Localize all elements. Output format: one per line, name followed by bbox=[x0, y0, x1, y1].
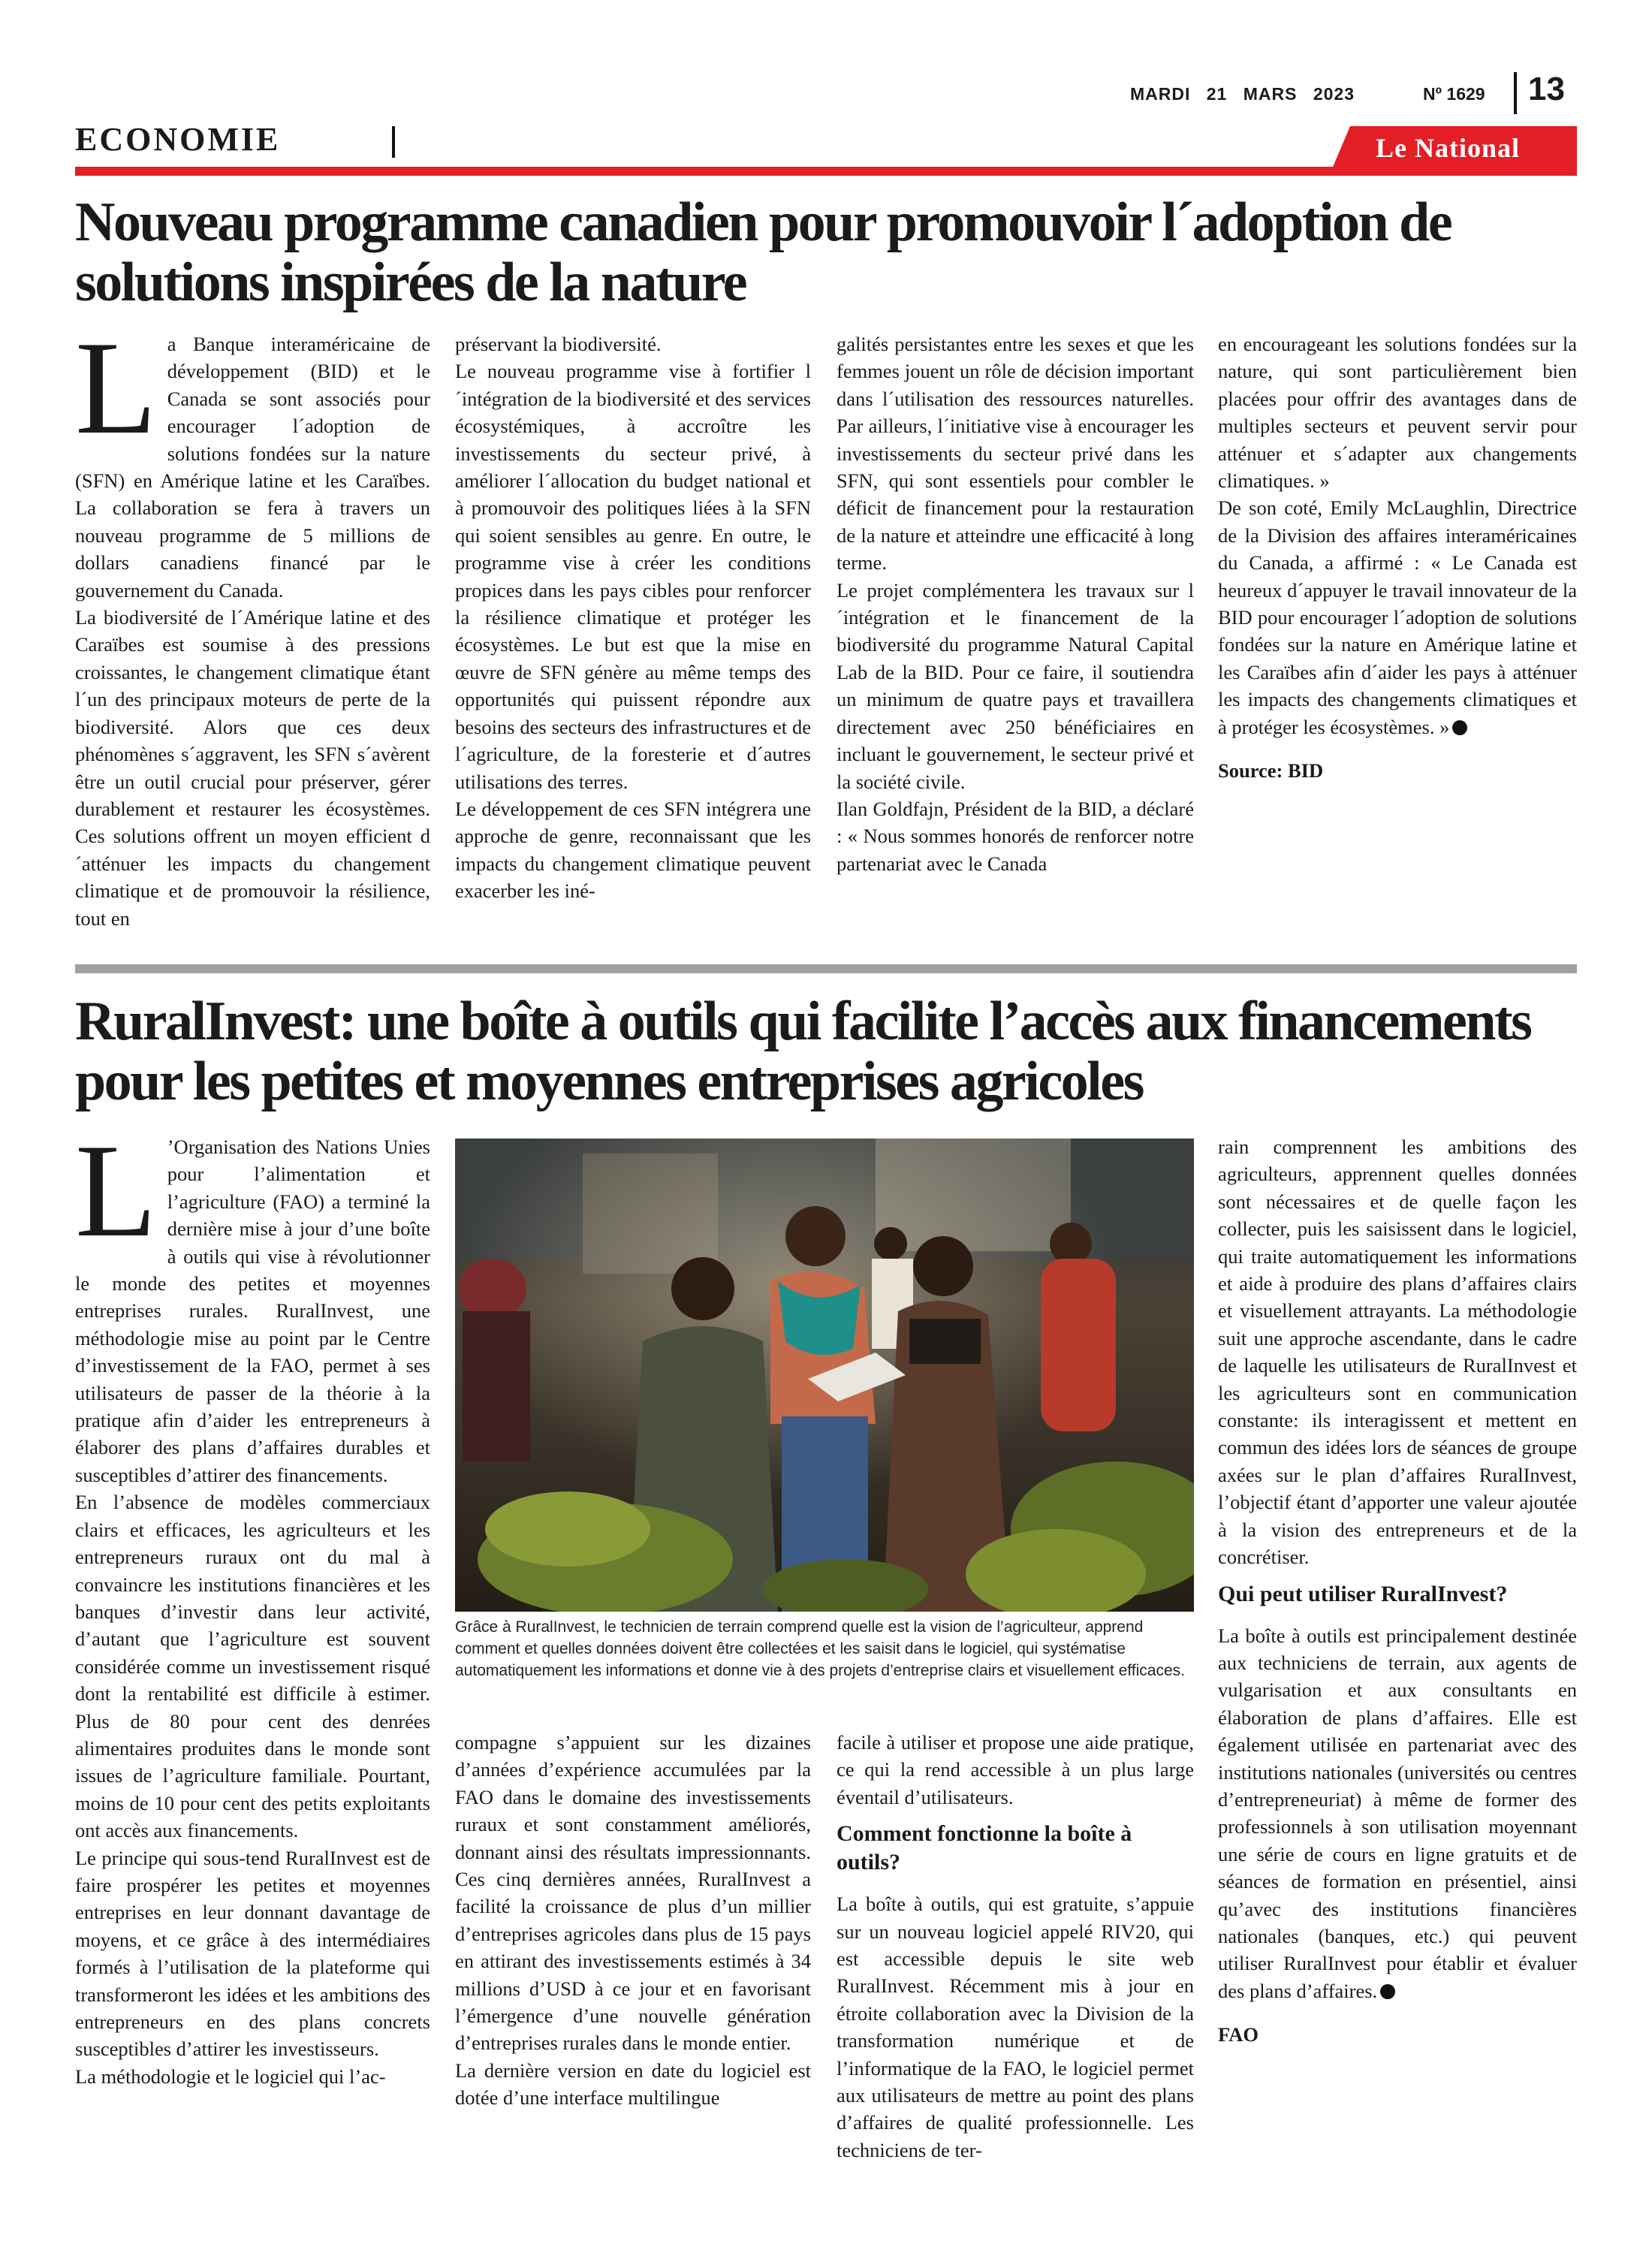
paragraph: compagne s’appuient sur les dizaines d’années d’expérience accumulées par la FAO dans le domaine des investissements ruraux et sont constamment améliorés, donnant ainsi des résultats impressionnants. Ces cinq dernières années, RuralInvest a facilité la croissance de plus d’un millier d’entreprises agricoles dans plus de 15 pays en attirant des investissements estimés à 34 millions d’USD à ce jour et en favorisant l’émergence d’une nouvelle génération d’entreprises rurales dans le monde entier. bbox=[455, 1731, 811, 2055]
end-mark-icon bbox=[1452, 720, 1467, 735]
article-1-column-1 bbox=[75, 313, 430, 932]
paragraph: rain comprennent les ambitions des agriculteurs, apprennent quelles données sont nécessaires et de quelle façon les collecter, puis les saisissent dans le logiciel, qui traite automatiquement les informations et aide à produire des plans d’affaires clairs et visuellement attrayants. La méthodologie suit une approche ascendante, dans le cadre de laquelle les utilisateurs de RuralInvest et les agriculteurs sont en communication constante: ils interagissent et mettent en commun des idées lors de séances de groupe axées sur le plan d’affaires RuralInvest, l’objectif étant d’apporter une valeur ajoutée à la vision des entrepreneurs et de la concrétiser. bbox=[1218, 1136, 1577, 1569]
article-2-column-4 bbox=[1218, 1133, 1577, 2049]
masthead-divider bbox=[1514, 72, 1517, 114]
paragraph: La dernière version en date du logiciel est dotée d’une interface multilingue bbox=[455, 2058, 811, 2110]
paragraph: facile à utiliser et propose une aide pratique, ce qui la rend accessible à un plus large éventail d’utilisateurs. bbox=[837, 1731, 1194, 1808]
article-1-column-4 bbox=[1218, 330, 1577, 785]
paragraph: préservant la biodiversité. bbox=[455, 333, 662, 355]
issue-number: Nº 1629 bbox=[1423, 84, 1485, 104]
page-number: 13 bbox=[1528, 71, 1565, 107]
paragraph: Le développement de ces SFN intégrera une approche de genre, reconnaissant que les impacts du changement climatique peuvent exacerber les iné- bbox=[455, 797, 811, 903]
article-2-column-3 bbox=[837, 1729, 1194, 2164]
paragraph: ’Organisation des Nations Unies pour l’alimentation et l’agriculture (FAO) a terminé la dernière mise à jour d’une boîte à outils qui vise à révolutionner le monde des petites et moyennes entreprises rurales. RuralInvest, une méthodologie mise au point par le Centre d’investissement de la FAO, permet à ses utilisateurs de passer de la théorie à la pratique afin d’aider les entrepreneurs à élaborer des plans d’affaires durables et susceptibles d’attirer des financements. bbox=[75, 1136, 430, 1486]
paragraph: a Banque interaméricaine de développement (BID) et le Canada se sont associés pour encourager l´adoption de solutions fondées sur la nature (SFN) en Amérique latine et les Caraïbes. La collaboration se fera à travers un nouveau programme de 5 millions de dollars canadiens financé par le gouvernement du Canada. bbox=[75, 333, 430, 602]
dropcap: L bbox=[75, 1116, 157, 1265]
issue-date: MARDI 21 MARS 2023 bbox=[1130, 84, 1355, 104]
paragraph: en encourageant les solutions fondées sur la nature, qui sont particulièrement bien placées pour offrir des avantages dans de multiples secteurs et peuvent servir pour atténuer et s´adapter aux changements climatiques. » bbox=[1218, 333, 1577, 493]
section-label: ECONOMIE bbox=[75, 121, 281, 158]
header-rule bbox=[75, 167, 1577, 176]
paragraph: La biodiversité de l´Amérique latine et des Caraïbes est soumise à des pressions croissantes, le changement climatique étant l´un des principaux moteurs de perte de la biodiversité. Alors que ces deux phénomènes s´aggravent, les SFN s´avèrent être un outil crucial pour préserver, gérer durablement et restaurer les écosystèmes. Ces solutions offrent un moyen efficient d´atténuer les impacts du changement climatique et de promouvoir la résilience, tout en bbox=[75, 606, 430, 930]
article-2-source: FAO bbox=[1218, 2023, 1259, 2046]
paragraph: Le nouveau programme vise à fortifier l´intégration de la biodiversité et des services écosystémiques, à accroître les investissements du secteur privé, à améliorer l´allocation du budget national et à promouvoir des politiques liées à la SFN qui soient sensibles au genre. En outre, le programme vise à créer les conditions propices dans les pays cibles pour renforcer la résilience climatique et protéger les écosystèmes. Le but est que la mise en œuvre de SFN génère au même temps des opportunités qui puissent répondre aux besoins des secteurs des infrastructures et de l´agriculture, de la foresterie et d´autres utilisations des terres. bbox=[455, 360, 811, 793]
article-1-column-3 bbox=[837, 330, 1194, 877]
article-1-column-2 bbox=[455, 330, 811, 905]
article-2-column-2 bbox=[455, 1729, 811, 2112]
paragraph: galités persistantes entre les sexes et que les femmes jouent un rôle de décision important dans l´utilisation des ressources naturelles. Par ailleurs, l´initiative vise à encourager les investissements du secteur privé dans les SFN, qui sont essentiels pour combler le déficit de financement pour la restauration de la nature et atteindre une efficacité à long terme. bbox=[837, 333, 1194, 575]
section-divider bbox=[392, 126, 395, 158]
subhead: Comment fonctionne la boîte à outils? bbox=[837, 1821, 1132, 1875]
dropcap: L bbox=[75, 313, 157, 462]
paragraph: Ilan Goldfajn, Président de la BID, a déclaré : « Nous sommes honorés de renforcer notre partenariat avec le Canada bbox=[837, 797, 1194, 875]
paragraph: Le projet complémentera les travaux sur l´intégration et le financement de la biodiversité du programme Natural Capital Lab de la BID. Pour ce faire, il soutiendra un minimum de quatre pays et travaillera directement avec 250 bénéficiaires en incluant le gouvernement, le secteur privé et la société civile. bbox=[837, 578, 1194, 793]
paragraph: Le principe qui sous-tend RuralInvest est de faire prospérer les petites et moyennes entreprises en leur donnant davantage de moyens, et ce grâce à des intermédiaires formés à l’utilisation de la plateforme qui transformeront les idées et les ambitions des entrepreneurs en des plans concrets susceptibles d’attirer les investisseurs. bbox=[75, 1846, 430, 2061]
paragraph: La boîte à outils est principalement destinée aux techniciens de terrain, aux agents de vulgarisation et aux consultants en élaboration de plans d’affaires. Elle est également utilisée en partenariat avec des institutions nationales (universités ou centres d’entrepreneuriat) à même de former des professionnels à son utilisation moyennant une série de cours en ligne gratuits et de séances de formation en présentiel, ainsi qu’avec des institutions financières nationales (banques, etc.) qui peuvent utiliser RuralInvest pour établir et évaluer des plans d’affaires. bbox=[1218, 1624, 1577, 2002]
paragraph: De son coté, Emily McLaughlin, Directrice de la Division des affaires interaméricaines du Canada, a affirmé : « Le Canada est heureux d´appuyer le travail innovateur de la BID pour encourager l´adoption de solutions fondées sur la nature en Amérique latine et les Caraïbes afin d´aider les pays à atténuer les impacts des changements climatiques et à protéger les écosystèmes. » bbox=[1218, 496, 1577, 738]
market-photo bbox=[455, 1139, 1194, 1612]
paragraph: La méthodologie et le logiciel qui l’ac- bbox=[75, 2064, 386, 2088]
newspaper-name: Le National bbox=[1376, 133, 1521, 163]
paragraph: En l’absence de modèles commerciaux clairs et efficaces, les agriculteurs et les entrepreneurs ruraux ont du mal à convaincre les institutions financières et les banques d’investir dans leur activité, d’autant que l’agriculture est souvent considérée comme un investissement risqué dont la rentabilité est difficile à estimer. Plus de 80 pour cent des denrées alimentaires produites dans le monde sont issues de l’agriculture familiale. Pourtant, moins de 10 pour cent des petits exploitants ont accès aux financements. bbox=[75, 1491, 430, 1842]
article-divider bbox=[75, 964, 1577, 973]
article-2-headline: RuralInvest: une boîte à outils qui facilite l’accès aux financements pour les petites et moyennes entreprises agricoles bbox=[75, 991, 1531, 1112]
end-mark-icon bbox=[1380, 1984, 1395, 1999]
photo-caption: Grâce à RuralInvest, le technicien de terrain comprend quelle est la vision de l’agriculteur, apprend comment et quelles données doivent être collectées et les saisit dans le logiciel, qui systématise automatiquement les informations et donne vie à des projets d’entreprise clairs et visuellement efficaces. bbox=[455, 1618, 1185, 1679]
article-2-column-1 bbox=[75, 1116, 430, 2090]
article-1-source: Source: BID bbox=[1218, 759, 1324, 783]
paragraph: La boîte à outils, qui est gratuite, s’appuie sur un nouveau logiciel appelé RIV20, qui est accessible depuis le site web RuralInvest. Récemment mis à jour en étroite collaboration avec la Division de la transformation numérique et de l’informatique de la FAO, le logiciel permet aux utilisateurs de mettre au point des plans d’affaires de qualité professionnelle. Les techniciens de ter- bbox=[837, 1893, 1194, 2161]
subhead: Qui peut utiliser RuralInvest? bbox=[1218, 1581, 1508, 1606]
article-1-headline: Nouveau programme canadien pour promouvoir l´adoption de solutions inspirées de la nature bbox=[75, 192, 1452, 313]
